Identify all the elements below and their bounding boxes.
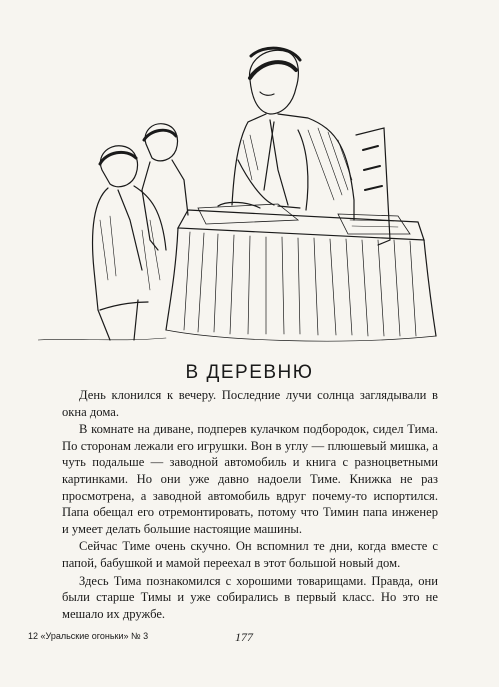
chapter-title: В ДЕРЕВНЮ: [185, 362, 314, 383]
paragraph: Здесь Тима познакомился с хорошими товарищами. Правда, они были старше Тимы и уже собирались в первый класс. Но это не мешало их дружбе.: [62, 573, 438, 621]
paragraph: Сейчас Тиме очень скучно. Он вспомнил те дни, когда вместе с папой, бабушкой и мамой переехал в этот большой новый дом.: [62, 539, 438, 570]
paragraph: В комнате на диване, подперев кулачком подбородок, сидел Тима. По сторонам лежали его игрушки. Вон в углу — плюшевый мишка, а чуть подальше — заводной автомобиль и книга с разноцветными картинками. Но они уже давно надоели Тиме. Книжка не раз просмотрена, а заводной автомобиль вдруг почему-то испортился. Папа обещал его отремонтировать, потому что Тимин папа инженер и умеет делать большие настоящие машины.: [62, 422, 438, 536]
story-text: [62, 387, 438, 623]
illustration: [38, 40, 448, 346]
publication-footer: 12 «Уральские огоньки» № 3: [28, 631, 149, 641]
page-number: 177: [235, 630, 253, 644]
paragraph: День клонился к вечеру. Последние лучи солнца заглядывали в окна дома.: [62, 388, 438, 419]
